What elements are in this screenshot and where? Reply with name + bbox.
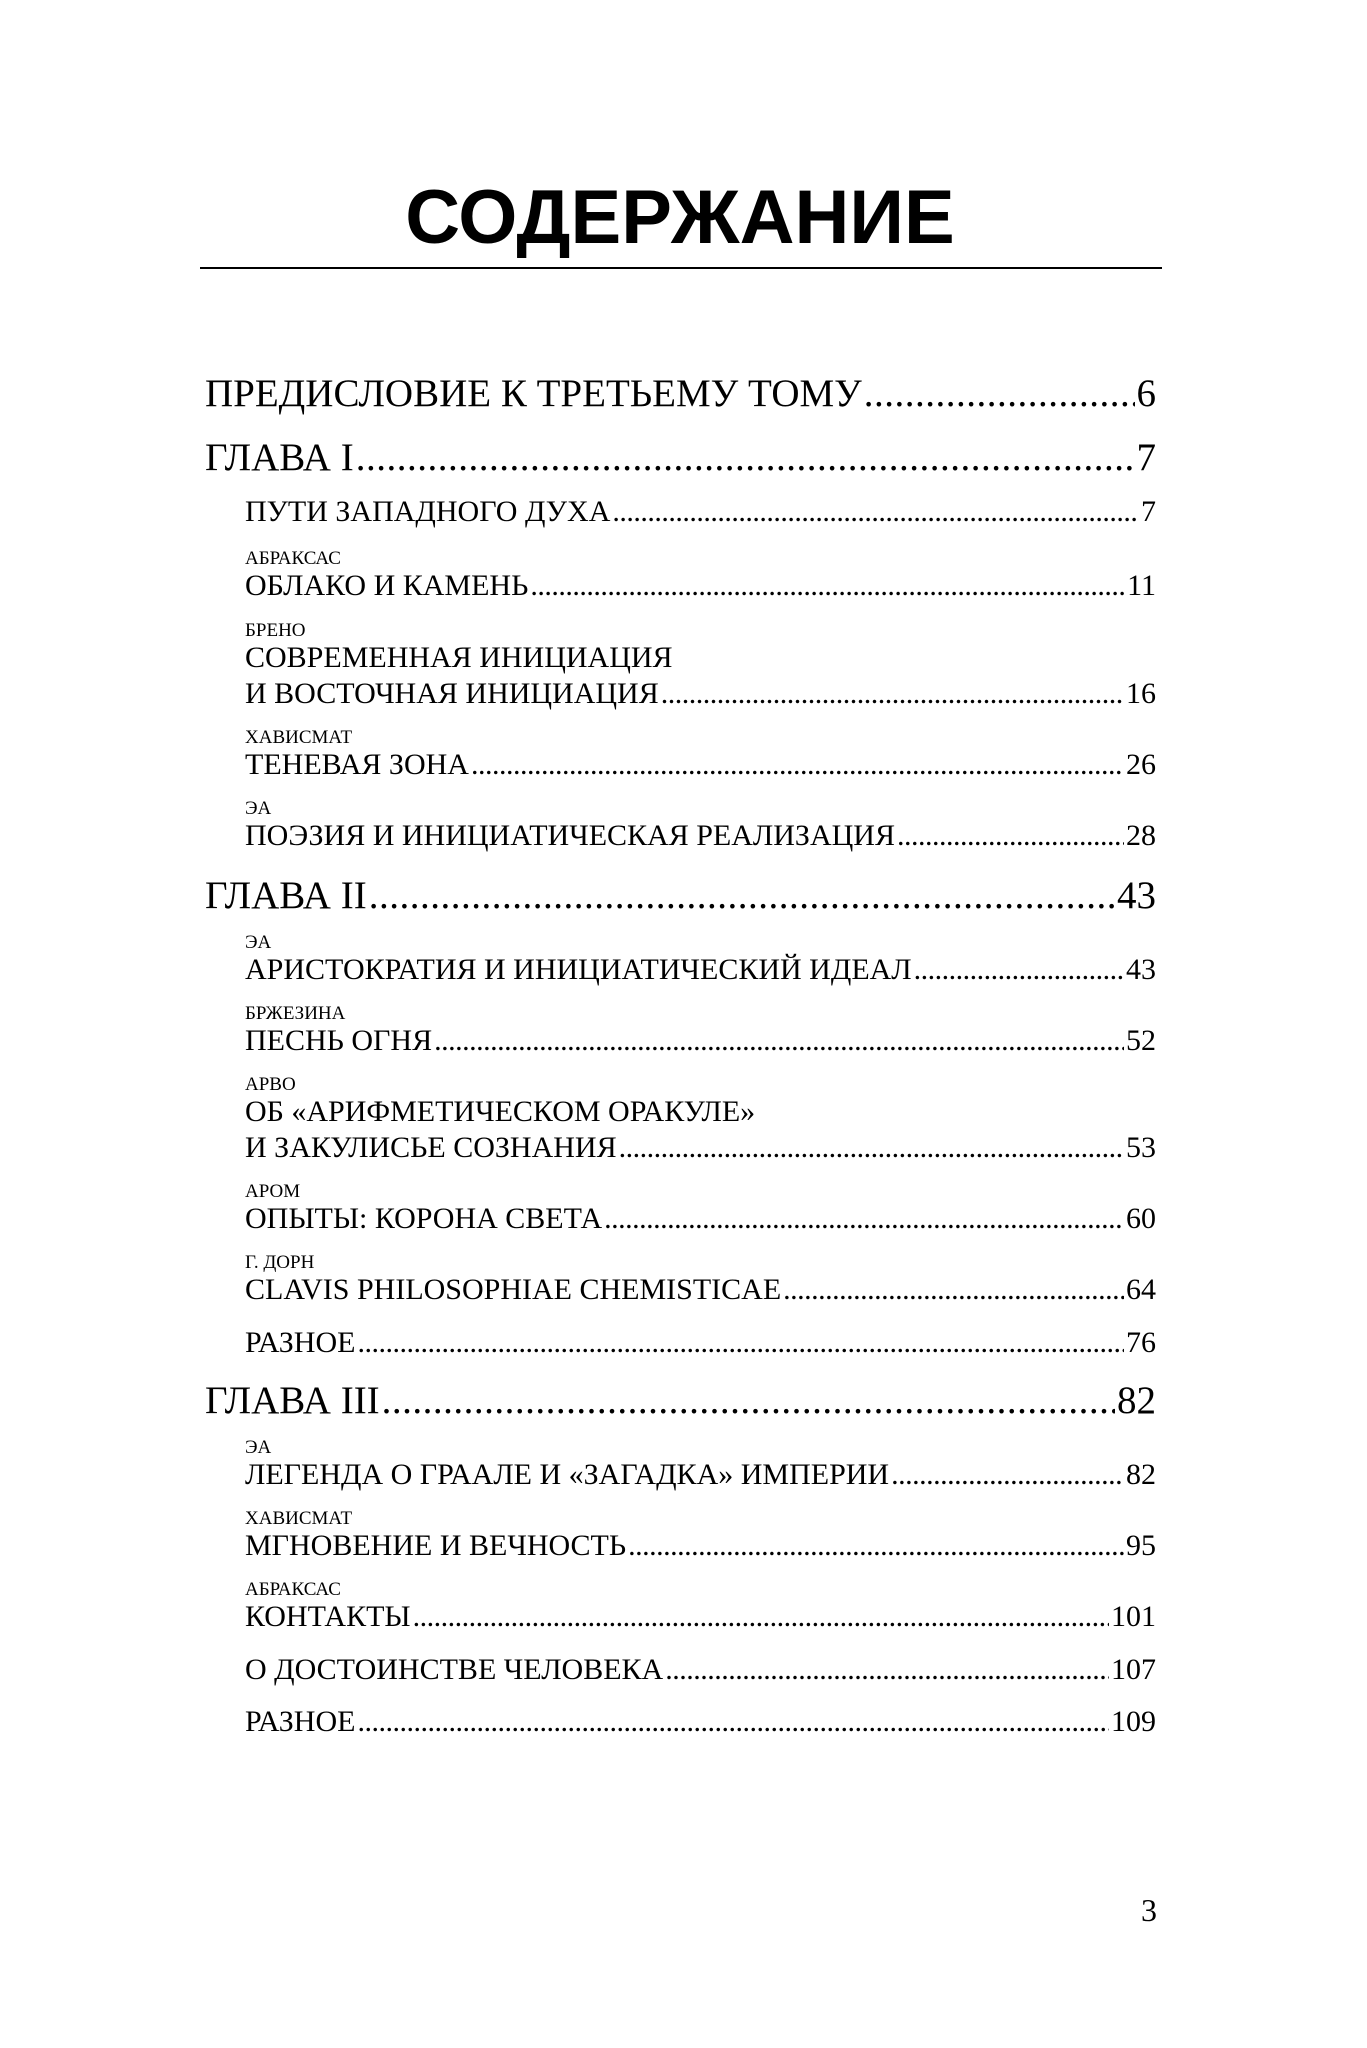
toc-page-number: 95	[1126, 1529, 1156, 1562]
toc-author: АРОМ	[245, 1181, 301, 1202]
dot-leader	[530, 568, 1125, 603]
dot-leader	[612, 494, 1139, 529]
toc-page-number: 26	[1126, 748, 1156, 781]
toc-title: ГЛАВА II	[205, 874, 367, 917]
toc-title: ЛЕГЕНДА О ГРААЛЕ И «ЗАГАДКА» ИМПЕРИИ	[245, 1458, 890, 1491]
toc-page-number: 107	[1111, 1653, 1156, 1686]
dot-leader	[628, 1528, 1124, 1563]
toc-page-number: 7	[1136, 436, 1156, 479]
toc-title: ГЛАВА I	[205, 436, 354, 479]
toc-author: АБРАКСАС	[245, 1579, 341, 1600]
toc-title: ОПЫТЫ: КОРОНА СВЕТА	[245, 1202, 603, 1235]
dot-leader	[369, 874, 1115, 918]
toc-page-number: 43	[1117, 874, 1156, 917]
dot-leader	[665, 1652, 1109, 1687]
toc-author: ЭА	[245, 932, 272, 953]
toc-author: ЭА	[245, 798, 272, 819]
toc-page-number: 7	[1141, 495, 1156, 528]
dot-leader	[357, 1325, 1124, 1360]
toc-page-number: 60	[1126, 1202, 1156, 1235]
page-number: 3	[1141, 1892, 1157, 1928]
dot-leader	[382, 1379, 1115, 1423]
toc-title: ПЕСНЬ ОГНЯ	[245, 1024, 433, 1057]
toc-title: МГНОВЕНИЕ И ВЕЧНОСТЬ	[245, 1529, 627, 1562]
toc-author: АБРАКСАС	[245, 548, 341, 569]
dot-leader	[914, 952, 1124, 987]
toc-title: ПРЕДИСЛОВИЕ К ТРЕТЬЕМУ ТОМУ	[205, 372, 862, 415]
dot-leader	[434, 1023, 1124, 1058]
dot-leader	[891, 1457, 1124, 1492]
toc-title: ОБЛАКО И КАМЕНЬ	[245, 569, 529, 602]
toc-author: ХАВИСМАТ	[245, 727, 353, 748]
toc-page-number: 76	[1126, 1326, 1156, 1359]
toc-page-number: 28	[1126, 819, 1156, 852]
dot-leader	[356, 436, 1135, 480]
dot-leader	[864, 372, 1135, 416]
toc-title: ПУТИ ЗАПАДНОГО ДУХА	[245, 495, 611, 528]
toc-author: БРЖЕЗИНА	[245, 1003, 346, 1024]
toc-title: И ВОСТОЧНАЯ ИНИЦИАЦИЯ	[245, 677, 659, 710]
toc-title-line: ОБ «АРИФМЕТИЧЕСКОМ ОРАКУЛЕ»	[245, 1095, 756, 1128]
dot-leader	[619, 1130, 1124, 1165]
toc-author: АРВО	[245, 1074, 296, 1095]
toc-page-number: 109	[1111, 1705, 1156, 1738]
dot-leader	[783, 1272, 1124, 1307]
toc-title: КОНТАКТЫ	[245, 1600, 411, 1633]
toc-page-number: 52	[1126, 1024, 1156, 1057]
dot-leader	[413, 1599, 1109, 1634]
toc-title-line: СОВРЕМЕННАЯ ИНИЦИАЦИЯ	[245, 641, 673, 674]
toc-title: РАЗНОЕ	[245, 1326, 356, 1359]
toc-title: РАЗНОЕ	[245, 1705, 356, 1738]
dot-leader	[357, 1704, 1109, 1739]
toc-author: ХАВИСМАТ	[245, 1508, 353, 1529]
toc-author: Г. ДОРН	[245, 1252, 315, 1273]
toc-title: О ДОСТОИНСТВЕ ЧЕЛОВЕКА	[245, 1653, 664, 1686]
toc-title: CLAVIS PHILOSOPHIAE CHEMISTICAE	[245, 1273, 782, 1306]
toc-title: ТЕНЕВАЯ ЗОНА	[245, 748, 469, 781]
dot-leader	[604, 1201, 1124, 1236]
dot-leader	[661, 676, 1124, 711]
toc-page-number: 6	[1136, 372, 1156, 415]
toc-page-number: 43	[1126, 953, 1156, 986]
toc-title: ГЛАВА III	[205, 1379, 380, 1422]
title-rule	[200, 267, 1162, 269]
toc-title: И ЗАКУЛИСЬЕ СОЗНАНИЯ	[245, 1131, 617, 1164]
toc-author: БРЕНО	[245, 620, 306, 641]
toc-page-number: 11	[1127, 569, 1156, 602]
dot-leader	[897, 818, 1124, 853]
toc-page-number: 82	[1117, 1379, 1156, 1422]
toc-title: ПОЭЗИЯ И ИНИЦИАТИЧЕСКАЯ РЕАЛИЗАЦИЯ	[245, 819, 895, 852]
dot-leader	[471, 747, 1124, 782]
toc-page-number: 53	[1126, 1131, 1156, 1164]
toc-page-number: 64	[1126, 1273, 1156, 1306]
toc-page-number: 101	[1111, 1600, 1156, 1633]
page-title: СОДЕРЖАНИЕ	[405, 175, 955, 260]
toc-title: АРИСТОКРАТИЯ И ИНИЦИАТИЧЕСКИЙ ИДЕАЛ	[245, 953, 912, 986]
toc-page-number: 16	[1126, 677, 1156, 710]
toc-page-number: 82	[1126, 1458, 1156, 1491]
toc-author: ЭА	[245, 1437, 272, 1458]
